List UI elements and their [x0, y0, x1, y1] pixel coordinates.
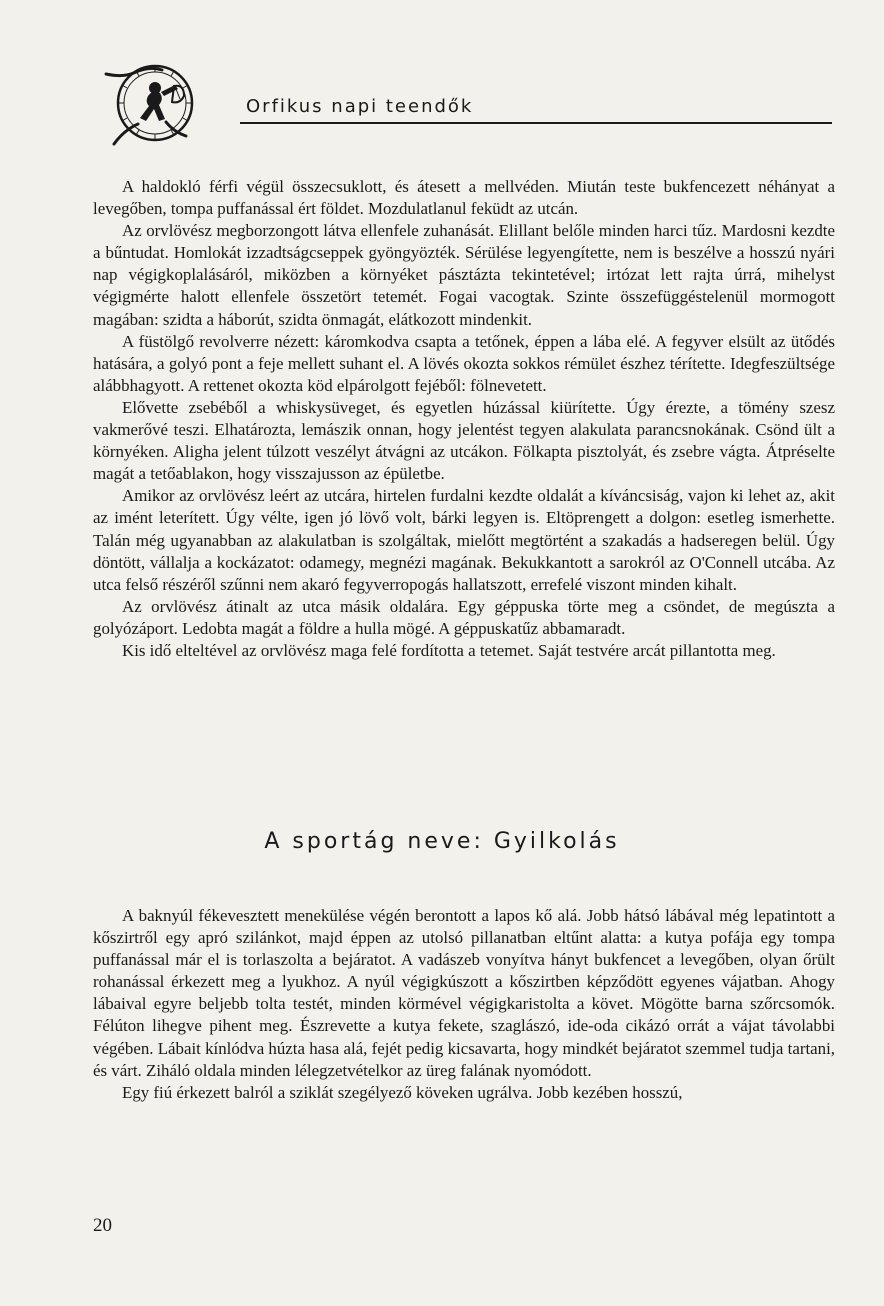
story-one-paragraph: A füstölgő revolverre nézett: káromkodva csapta a tetőnek, éppen a lába elé. A fegyver elsült az ütődés hatására, a golyó pont a feje mellett suhant el. A lövés okozta sokkos rémület észhez térítette. Idegfeszültsége alábbhagyott. A rettenet okozta köd elpárolgott fejéből: fölnevetett.	[93, 331, 835, 395]
story-two-paragraph: A baknyúl fékevesztett menekülése végén berontott a lapos kő alá. Jobb hátsó lábával még lepatintott a kőszirtről egy apró szilánkot, majd éppen az utolsó pillanatban eltűnt alatta: a kutya pofája egy tompa puffanással már el is torlaszolta a bejáratot. A vadászeb vonyítva hányt bukfencet a levegőben, olyan őrült rohanással érkezett meg a lyukhoz. A nyúl végigkúszott a kőszirtben képződött egyenes vájatban. Ahogy lábaival egyre beljebb tolta testét, minden körmével végigkaristolta a követ. Mögötte barna szőrcsomók. Félúton lihegve pihent meg. Észrevette a kutya fekete, szaglászó, ide-oda cikázó orrát a vájat távolabbi végében. Lábait kínlódva húzta hasa alá, fejét pedig kicsavarta, hogy mindkét bejáratot szemmel tudja tartani, és várt. Ziháló oldala minden lélegzetvételkor az üreg falának nyomódott.	[93, 906, 835, 1080]
story-one-paragraph: Az orvlövész megborzongott látva ellenfele zuhanását. Elillant belőle minden harci tűz. Mardosni kezdte a bűntudat. Homlokát izzadtságcseppek gyöngyözték. Sérülése legyengítette, nem is beszélve a hosszú nyári nap végigkoplalásáról, miközben a környéket pásztázta tekintetével; irtózat lett rajta úrrá, mihelyst végigmérte halott ellenfele összetört tetemét. Fogai vacogtak. Szinte összefüggéstelenül mormogott magában: szidta a háborút, szidta önmagát, elátkozott mindenkit.	[93, 221, 835, 329]
story-two-paragraph: Egy fiú érkezett balról a sziklát szegélyező köveken ugrálva. Jobb kezében hosszú,	[122, 1082, 683, 1102]
story-one-paragraph: Az orvlövész átinalt az utca másik oldalára. Egy géppuska törte meg a csöndet, de megúszta a golyózáport. Ledobta magát a földre a hulla mögé. A géppuskatűz abbamaradt.	[93, 596, 835, 638]
orpheus-seal-icon	[98, 56, 210, 152]
section-title: A sportág neve: Gyilkolás	[264, 829, 620, 854]
header-divider	[240, 122, 832, 124]
story-one-paragraph: Amikor az orvlövész leért az utcára, hirtelen furdalni kezdte oldalát a kíváncsiság, vajon ki lehet az, akit az imént leterített. Úgy vélte, igen jó lövő volt, bárki legyen is. Eltöprengett a dolgon: esetleg ismerhette. Talán még ugyanabban az alakulatban is szolgáltak, mielőtt megtörtént a szakadás a hadseregen belül. Úgy döntött, vállalja a kockázatot: odamegy, megnézi magának. Bekukkantott a sarokról az O'Connell utcába. Az utca felső részéről szűnni nem akaró fegyverropogás hallatszott, errefelé viszont minden kihalt.	[93, 486, 835, 594]
story-one-paragraph: Kis idő elteltével az orvlövész maga felé fordította a tetemet. Saját testvére arcát pillantotta meg.	[122, 640, 776, 660]
story-one-paragraph: Elővette zsebéből a whiskysüveget, és egyetlen húzással kiürítette. Úgy érezte, a tömény szesz vakmerővé teszi. Elhatározta, lemászik onnan, hogy jelentést tegyen alakulata parancsnokának. Csönd ült a környéken. Aligha jelent túlzott veszélyt átvágni az utcákon. Fölkapta pisztolyát, és zsebre vágta. Átpréselte magát a tetőablakon, hogy visszajusson az épületbe.	[93, 397, 835, 484]
page-number: 20	[93, 1215, 112, 1236]
story-two-body	[93, 905, 835, 1104]
story-one-body	[93, 176, 835, 662]
story-one-paragraph: A haldokló férfi végül összecsuklott, és átesett a mellvéden. Miután teste bukfencezett néhányat a levegőben, tompa puffanással ért földet. Mozdulatlanul feküdt az utcán.	[93, 177, 835, 219]
running-title: Orfikus napi teendők	[246, 96, 474, 117]
